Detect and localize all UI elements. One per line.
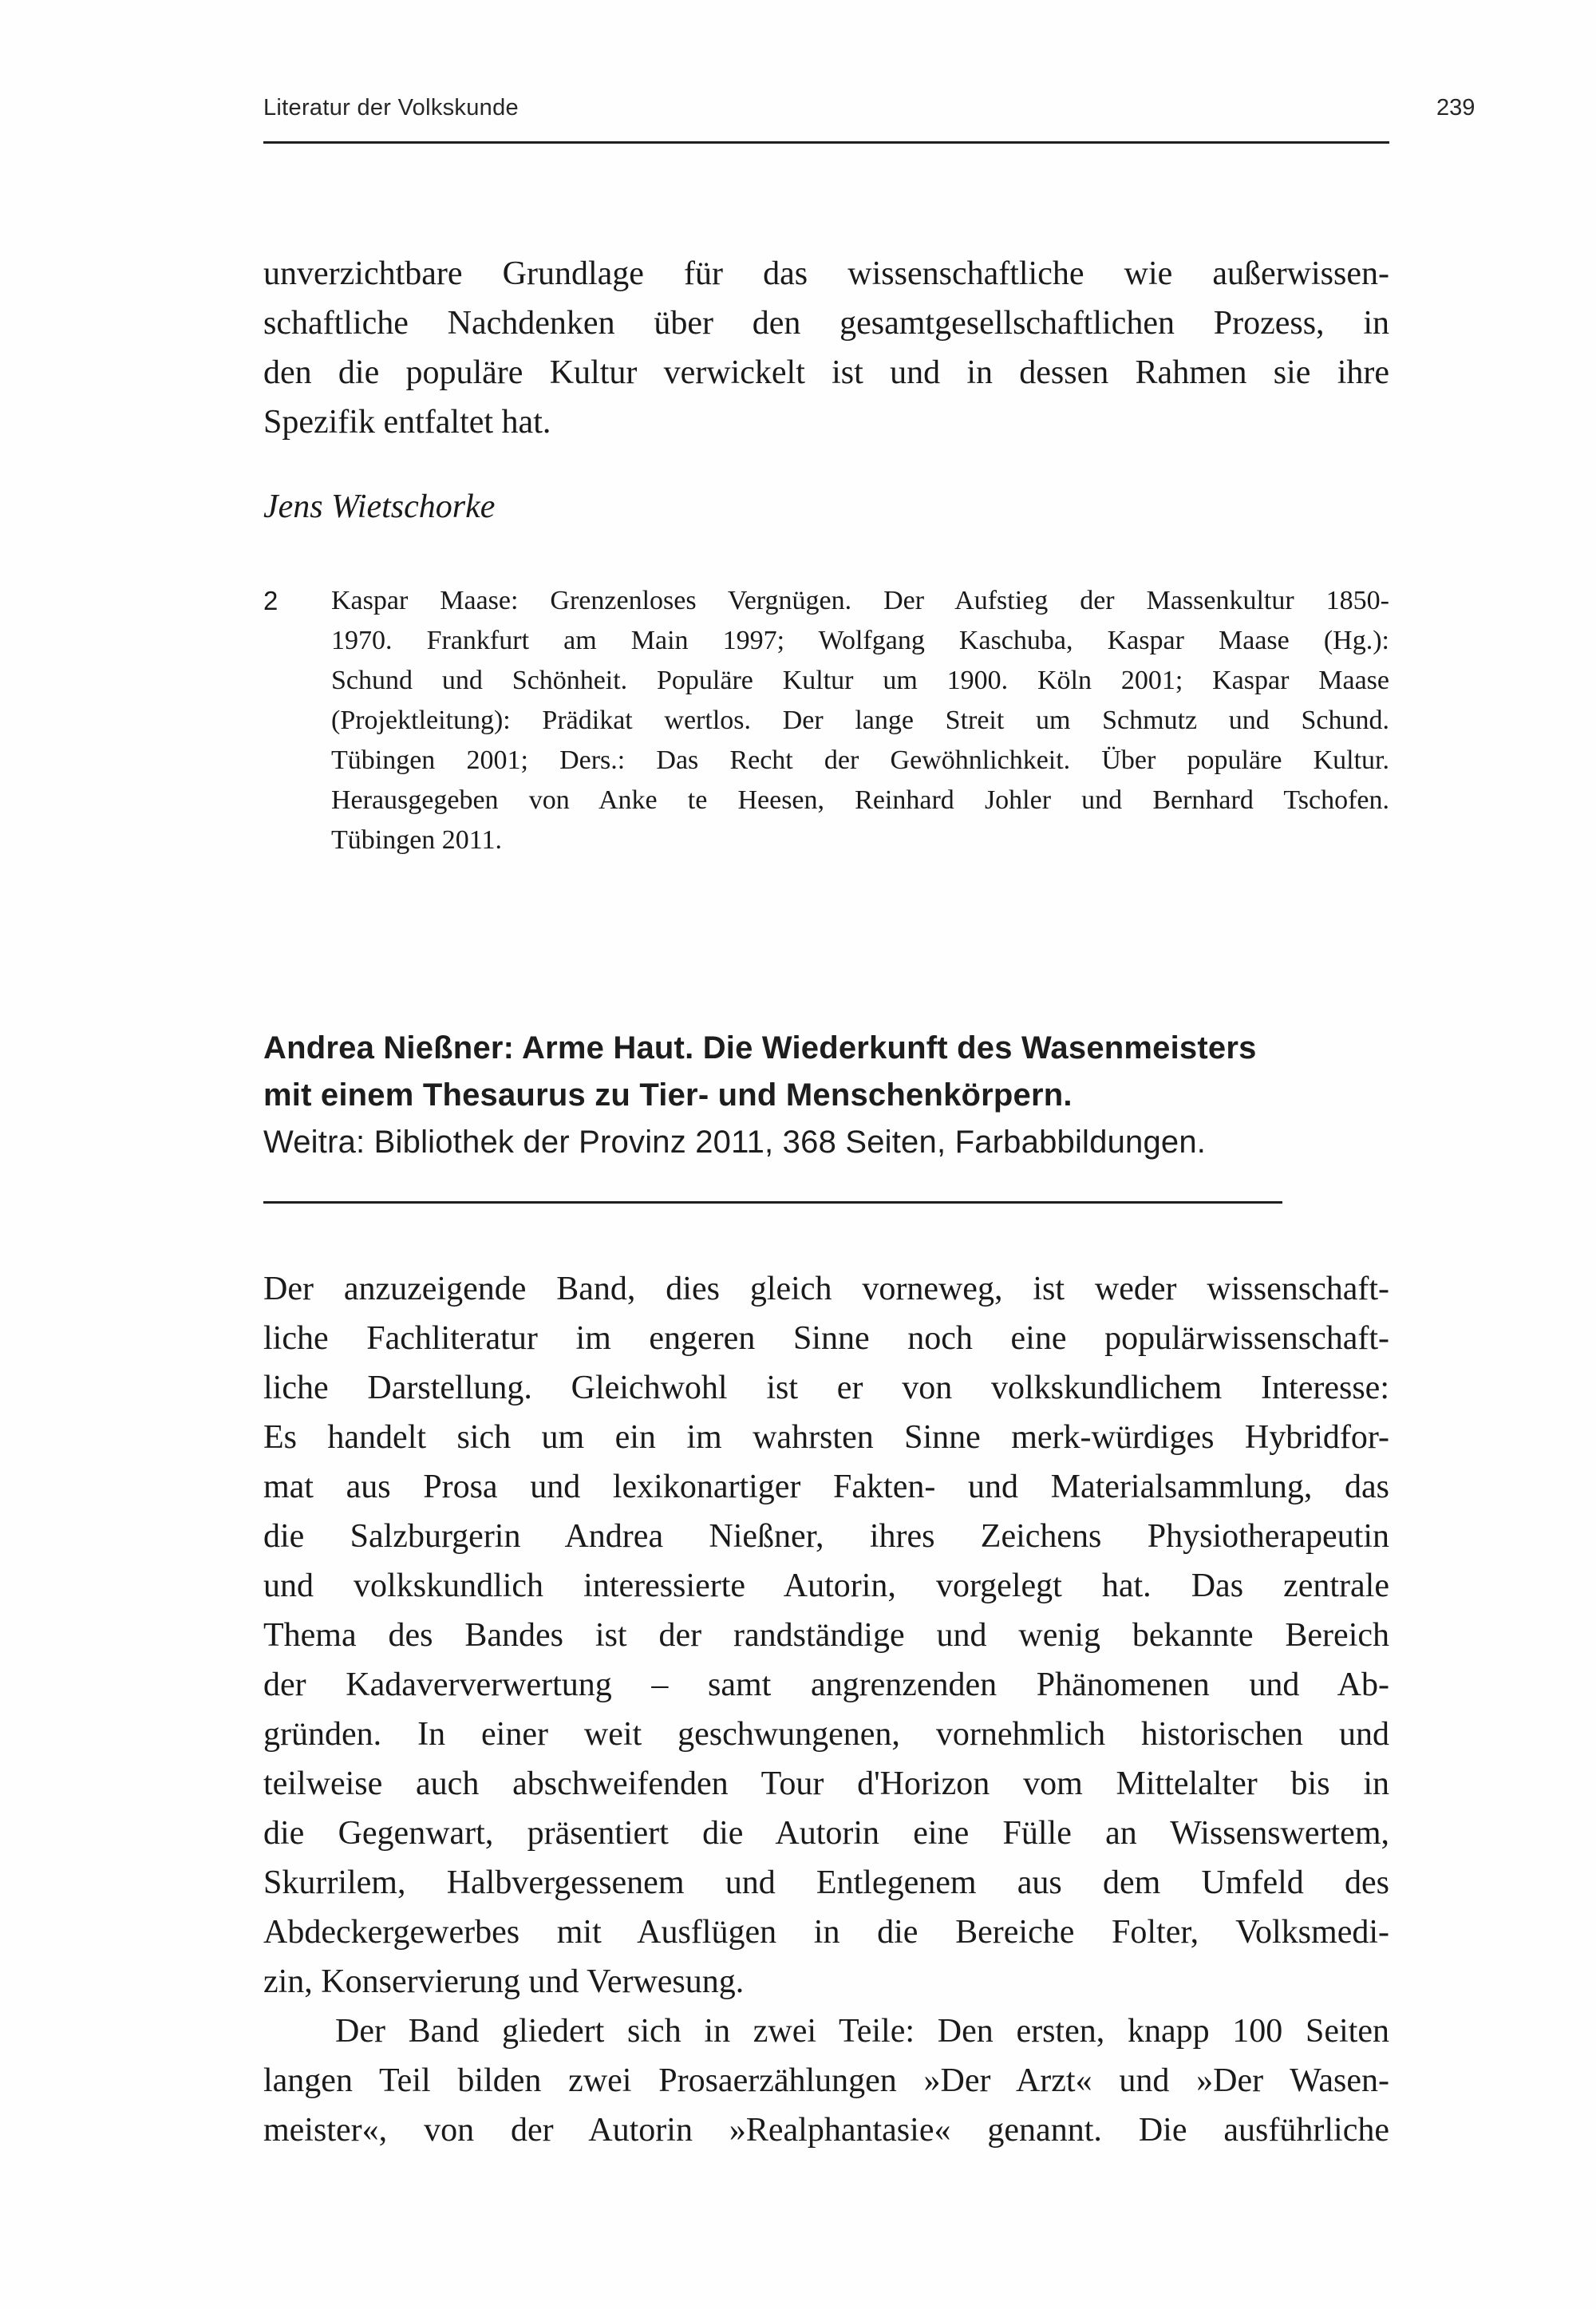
review-title-line: mit einem Thesaurus zu Tier- und Menschenkörpern. — [263, 1077, 1073, 1113]
text-line: den die populäre Kultur verwickelt ist und in dessen Rahmen sie ihre — [263, 354, 1389, 391]
body-line: zin, Konservierung und Verwesung. — [263, 1963, 745, 2000]
footnote-line: Kaspar Maase: Grenzenloses Vergnügen. Der Aufstieg der Massenkultur 1850- — [331, 586, 1389, 615]
body-line: der Kadaververwertung – samt angrenzenden Phänomenen und Ab- — [263, 1667, 1389, 1703]
body-line: die Gegenwart, präsentiert die Autorin eine Fülle an Wissenswertem, — [263, 1815, 1389, 1852]
footnote-line: 1970. Frankfurt am Main 1997; Wolfgang Kaschuba, Kaspar Maase (Hg.): — [331, 626, 1389, 655]
text-line: schaftliche Nachdenken über den gesamtgesellschaftlichen Prozess, in — [263, 305, 1389, 342]
review-publisher-line: Weitra: Bibliothek der Provinz 2011, 368 Seiten, Farbabbildungen. — [263, 1125, 1207, 1160]
body-text — [263, 1264, 1389, 2155]
body-line: Skurrilem, Halbvergessenem und Entlegenem aus dem Umfeld des — [263, 1864, 1389, 1901]
footnote-line: (Projektleitung): Prädikat wertlos. Der lange Streit um Schmutz und Schund. — [331, 706, 1389, 735]
body-line: und volkskundlich interessierte Autorin, vorgelegt hat. Das zentrale — [263, 1568, 1389, 1604]
body-line: mat aus Prosa und lexikonartiger Fakten- und Materialsammlung, das — [263, 1469, 1389, 1505]
text-line: Spezifik entfaltet hat. — [263, 404, 551, 441]
page-number: 239 — [1436, 95, 1476, 121]
footnote — [263, 581, 1389, 860]
body-line: liche Fachliteratur im engeren Sinne noch eine populärwissenschaft- — [263, 1320, 1389, 1357]
footnote-line: Herausgegeben von Anke te Heesen, Reinhard Johler und Bernhard Tschofen. — [331, 785, 1389, 815]
review-heading — [263, 1025, 1404, 1166]
body-paragraph-2 — [263, 2007, 1389, 2155]
body-line: gründen. In einer weit geschwungenen, vornehmlich historischen und — [263, 1716, 1389, 1753]
body-paragraph-1 — [263, 1264, 1389, 2007]
header-rule — [263, 141, 1389, 144]
running-header-title: Literatur der Volkskunde — [263, 95, 519, 121]
footnote-text — [331, 581, 1389, 860]
body-line: Es handelt sich um ein im wahrsten Sinne merk-würdiges Hybridfor- — [263, 1419, 1389, 1456]
body-line: langen Teil bilden zwei Prosaerzählungen »Der Arzt« und »Der Wasen- — [263, 2062, 1389, 2099]
footnote-line: Tübingen 2001; Ders.: Das Recht der Gewöhnlichkeit. Über populäre Kultur. — [331, 745, 1389, 775]
body-line: Abdeckergewerbes mit Ausflügen in die Bereiche Folter, Volksmedi- — [263, 1914, 1389, 1951]
footnote-number: 2 — [263, 586, 279, 615]
body-line: Der Band gliedert sich in zwei Teile: Den ersten, knapp 100 Seiten — [335, 2013, 1389, 2050]
body-line: Thema des Bandes ist der randständige und wenig bekannte Bereich — [263, 1617, 1389, 1654]
footnote-line: Schund und Schönheit. Populäre Kultur um 1900. Köln 2001; Kaspar Maase — [331, 666, 1389, 695]
author-name: Jens Wietschorke — [263, 488, 496, 525]
body-line: teilweise auch abschweifenden Tour d'Horizon vom Mittelalter bis in — [263, 1765, 1389, 1802]
body-line: meister«, von der Autorin »Realphantasie« genannt. Die ausführliche — [263, 2112, 1389, 2149]
body-line: liche Darstellung. Gleichwohl ist er von volkskundlichem Interesse: — [263, 1370, 1389, 1406]
footnote-line: Tübingen 2011. — [331, 825, 503, 855]
body-line: Der anzuzeigende Band, dies gleich vorneweg, ist weder wissenschaft- — [263, 1271, 1389, 1307]
review-title-line: Andrea Nießner: Arme Haut. Die Wiederkunft des Wasenmeisters — [263, 1030, 1257, 1066]
body-line: die Salzburgerin Andrea Nießner, ihres Zeichens Physiotherapeutin — [263, 1518, 1389, 1555]
text-line: unverzichtbare Grundlage für das wissenschaftliche wie außerwissen- — [263, 255, 1389, 292]
intro-paragraph — [263, 249, 1389, 447]
heading-rule — [263, 1201, 1282, 1204]
